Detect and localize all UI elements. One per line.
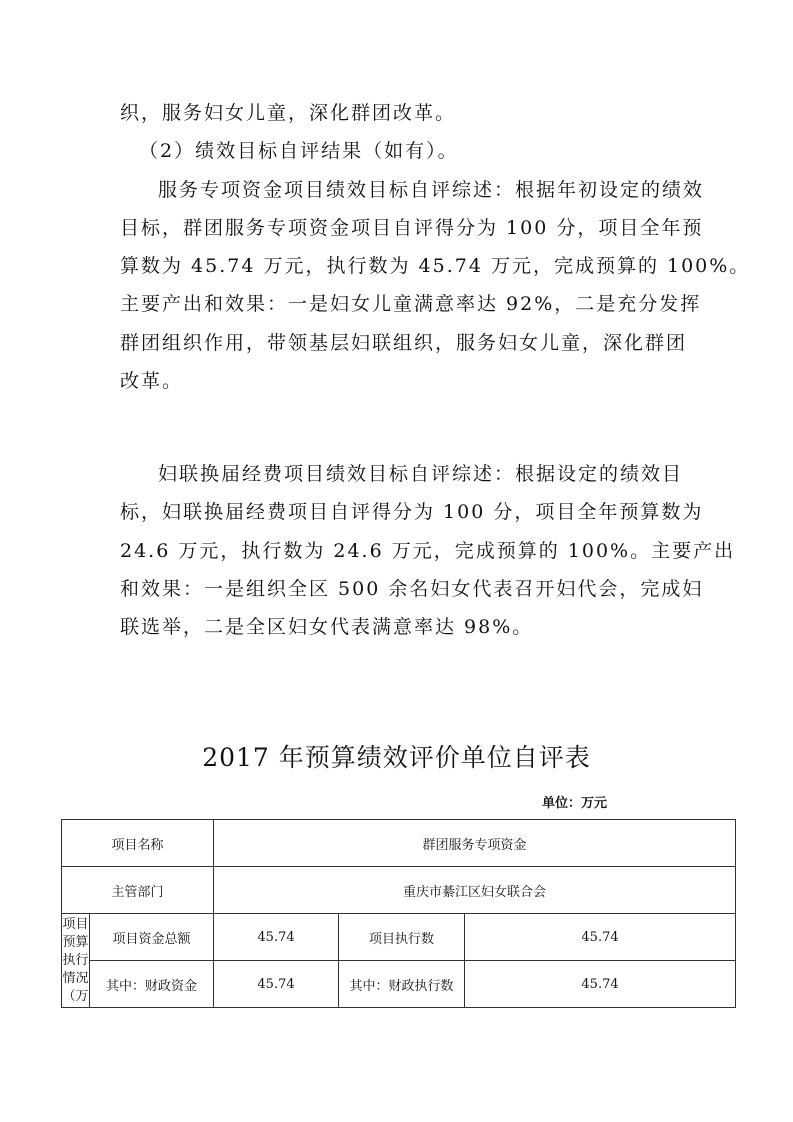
project-name-label: 项目名称 bbox=[62, 820, 214, 867]
exec-value: 45.74 bbox=[465, 914, 736, 961]
text-line: 主要产出和效果：一是妇女儿童满意率达 92%，二是充分发挥 bbox=[120, 293, 702, 316]
evaluation-table bbox=[61, 819, 736, 1008]
text-line: 联选举，二是全区妇女代表满意率达 98%。 bbox=[120, 616, 534, 639]
text-line: 改革。 bbox=[120, 370, 184, 393]
text-line: 标，妇联换届经费项目自评得分为 100 分，项目全年预算数为 bbox=[120, 501, 704, 524]
exec-label: 项目执行数 bbox=[339, 914, 465, 961]
table-row bbox=[62, 820, 736, 867]
text-line: 妇联换届经费项目绩效目标自评综述：根据设定的绩效目 bbox=[158, 463, 684, 485]
text-line: 群团组织作用，带领基层妇联组织，服务妇女儿童，深化群团 bbox=[120, 331, 688, 354]
dept-label: 主管部门 bbox=[62, 867, 214, 914]
text-line: 目标，群团服务专项资金项目自评得分为 100 分，项目全年预 bbox=[120, 216, 704, 239]
text-line: 织，服务妇女儿童，深化群团改革。 bbox=[120, 102, 457, 124]
fiscal-exec-label: 其中：财政执行数 bbox=[339, 961, 465, 1008]
side-label-text: 项目预算执行情况（万 bbox=[62, 916, 89, 1004]
project-name-value: 群团服务专项资金 bbox=[214, 820, 736, 867]
text-line: 24.6 万元，执行数为 24.6 万元，完成预算的 100%。主要产出 bbox=[120, 539, 736, 562]
table-title: 2017 年预算绩效评价单位自评表 bbox=[202, 743, 591, 772]
text-line: 和效果：一是组织全区 500 余名妇女代表召开妇代会，完成妇 bbox=[120, 577, 704, 600]
table-row bbox=[62, 961, 736, 1008]
dept-value: 重庆市綦江区妇女联合会 bbox=[214, 867, 736, 914]
total-label: 项目资金总额 bbox=[90, 914, 214, 961]
fiscal-value: 45.74 bbox=[214, 961, 339, 1008]
text-line: （2）绩效目标自评结果（如有）。 bbox=[139, 140, 459, 163]
paragraph-service-fund bbox=[120, 94, 751, 400]
text-line: 服务专项资金项目绩效目标自评综述：根据年初设定的绩效 bbox=[158, 178, 705, 201]
paragraph-election-fund bbox=[120, 455, 736, 646]
unit-label: 单位：万元 bbox=[542, 796, 608, 811]
fiscal-label: 其中：财政资金 bbox=[90, 961, 214, 1008]
table-row bbox=[62, 867, 736, 914]
table-row bbox=[62, 914, 736, 961]
total-value: 45.74 bbox=[214, 914, 339, 961]
fiscal-exec-value: 45.74 bbox=[465, 961, 736, 1008]
text-line: 算数为 45.74 万元，执行数为 45.74 万元，完成预算的 100%。 bbox=[120, 255, 751, 278]
budget-execution-side-label bbox=[62, 914, 90, 1008]
